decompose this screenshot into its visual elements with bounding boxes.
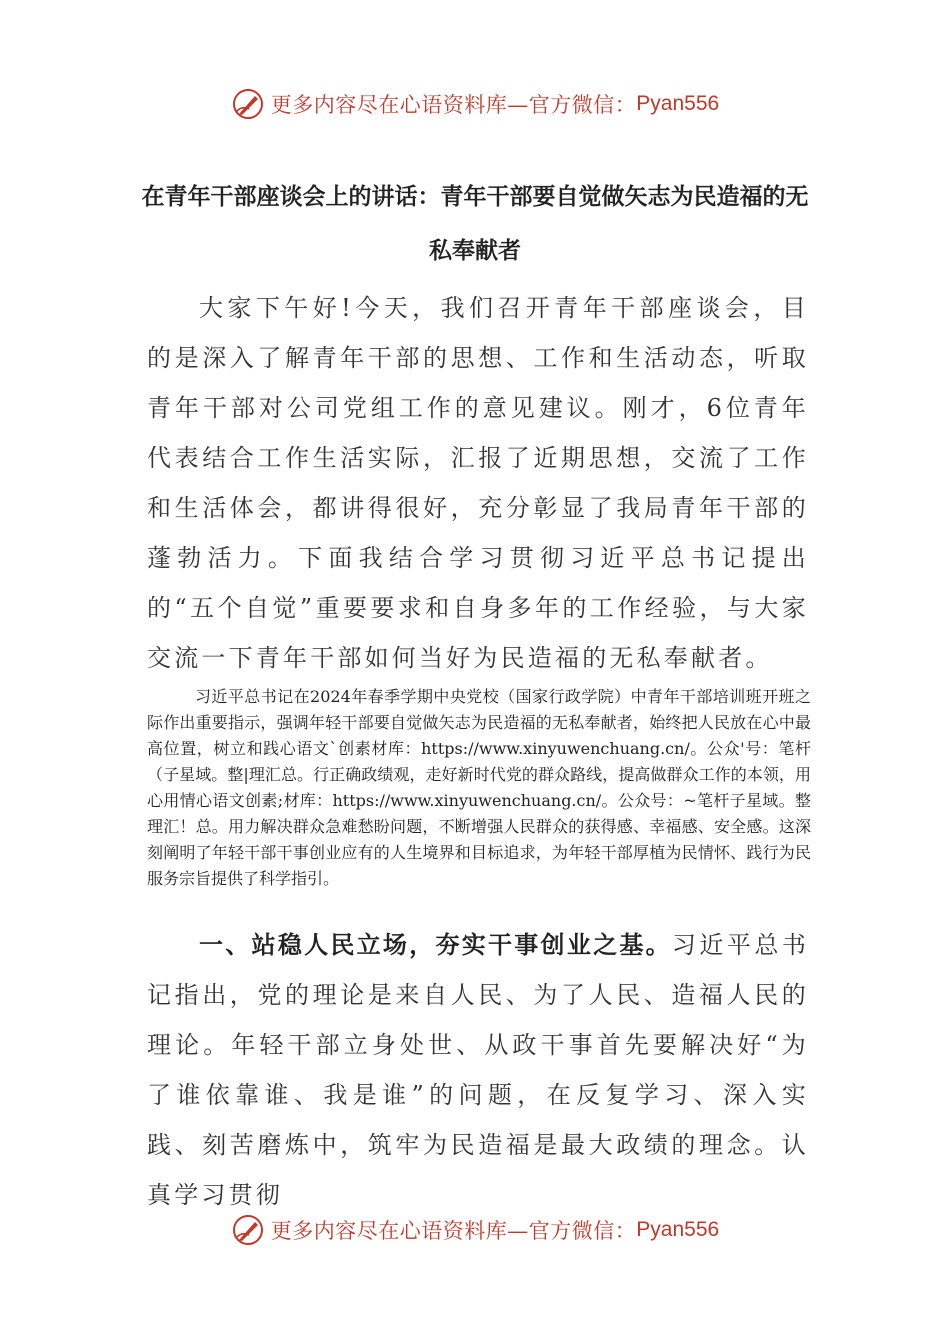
watermark-wechat-id: Pyan556 xyxy=(636,92,720,115)
watermark-banner-bottom xyxy=(0,1210,950,1250)
page-title: 在青年干部座谈会上的讲话：青年干部要自觉做矢志为民造福的无私奉献者 xyxy=(141,184,809,264)
watermark-text: 更多内容尽在心语资料库—官方微信： xyxy=(270,93,637,117)
section-heading: 一、站稳人民立场，夯实干事创业之基。 xyxy=(199,931,672,959)
watermark-wechat-id: Pyan556 xyxy=(636,1218,720,1241)
paragraph-opening: 大家下午好!今天，我们召开青年干部座谈会，目的是深入了解青年干部的思想、工作和生活动态，听取青年干部对公司党组工作的意见建议。刚才，6位青年代表结合工作生活实际，汇报了近期思想，交流了工作和生活体会，都讲得很好，充分彰显了我局青年干部的蓬勃活力。下面我结合学习贯彻习近平总书记提出的“五个自觉”重要要求和自身多年的工作经验，与大家交流一下青年干部如何当好为民造福的无私奉献者。 xyxy=(147,294,809,672)
quill-logo-icon xyxy=(231,1213,265,1247)
section-body: 习近平总书记指出，党的理论是来自人民、为了人民、造福人民的理论。年轻干部立身处世、从政干事首先要解决好“为了谁依靠谁、我是谁”的问题，在反复学习、深入实践、刻苦磨炼中，筑牢为民造福是最大政绩的理念。认真学习贯彻 xyxy=(147,931,810,1209)
paragraph-quote: 习近平总书记在2024年春季学期中央党校（国家行政学院）中青年干部培训班开班之际作出重要指示，强调年轻干部要自觉做矢志为民造福的无私奉献者，始终把人民放在心中最高位置，树立和践心语文`创素材库：https://www.xinyuwenchuang.cn/。公众'号：笔杆（子星域。整|理汇总。行正确政绩观，走好新时代党的群众路线，提高做群众工作的本领，用心用情心语文创素;材库：https://www.xinyuwenchuang.cn/。公众号：~笔杆子星域。整理汇！总。用力解决群众急难愁盼问题，不断增强人民群众的获得感、幸福感、安全感。这深刻阐明了年轻干部干事创业应有的人生境界和目标追求，为年轻干部厚植为民情怀、践行为民服务宗旨提供了科学指引。 xyxy=(147,687,811,888)
watermark-banner-top xyxy=(0,84,950,124)
paragraph-section-one xyxy=(147,920,809,1220)
watermark-text: 更多内容尽在心语资料库—官方微信： xyxy=(270,1219,637,1243)
quill-logo-icon xyxy=(231,87,265,121)
